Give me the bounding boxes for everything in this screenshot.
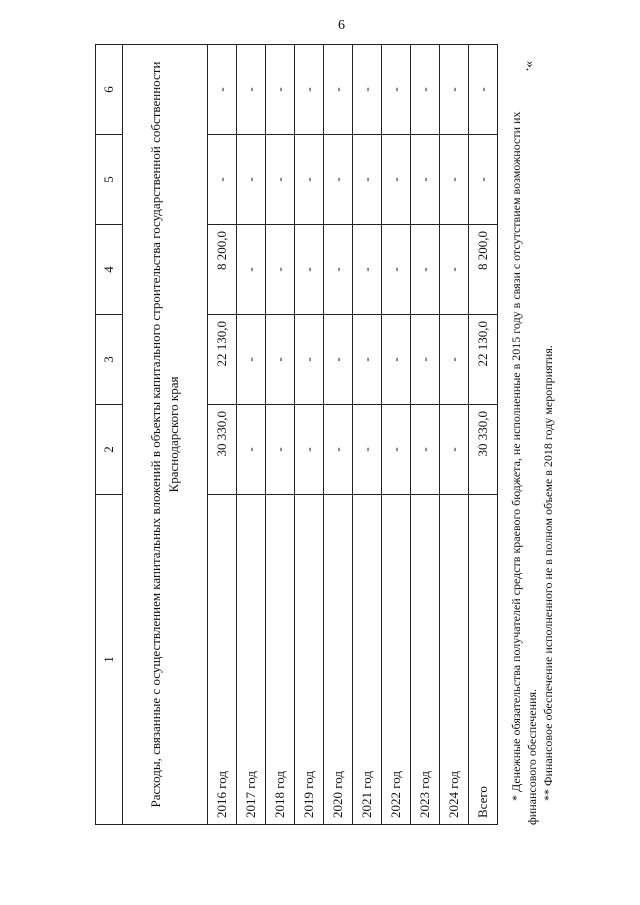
- cell-col6: -: [353, 45, 382, 135]
- cell-col6: -: [382, 45, 411, 135]
- section-title: Расходы, связанные с осуществлением капитальных вложений в объекты капитального строительства государственной собственности Краснодарского края: [123, 45, 208, 825]
- cell-total: -: [237, 405, 266, 495]
- closing-quote-mark: ».: [522, 60, 538, 72]
- table-row: [440, 45, 469, 825]
- column-number-row: [96, 45, 123, 825]
- cell-col6: -: [440, 45, 469, 135]
- cell-col6: -: [208, 45, 237, 135]
- cell-col4: -: [353, 225, 382, 315]
- cell-total: 30 330,0: [208, 405, 237, 495]
- table-row: [208, 45, 237, 825]
- column-number: 3: [96, 315, 123, 405]
- row-label: 2020 год: [324, 495, 353, 825]
- table-row: [411, 45, 440, 825]
- cell-col5: -: [382, 135, 411, 225]
- rotated-table-block: [95, 45, 555, 825]
- cell-col4: -: [266, 225, 295, 315]
- cell-col6: -: [266, 45, 295, 135]
- footnotes: [508, 45, 556, 825]
- cell-col6: -: [411, 45, 440, 135]
- cell-total: -: [411, 405, 440, 495]
- row-label: 2024 год: [440, 495, 469, 825]
- row-label: 2022 год: [382, 495, 411, 825]
- row-label: Всего: [469, 495, 498, 825]
- cell-col4: 8 200,0: [208, 225, 237, 315]
- row-label: 2016 год: [208, 495, 237, 825]
- cell-total: -: [440, 405, 469, 495]
- table-row: [295, 45, 324, 825]
- table-row-total: [469, 45, 498, 825]
- row-label: 2021 год: [353, 495, 382, 825]
- cell-col3: -: [266, 315, 295, 405]
- cell-col5: -: [353, 135, 382, 225]
- cell-col3: 22 130,0: [208, 315, 237, 405]
- cell-col5: -: [469, 135, 498, 225]
- cell-col4: -: [440, 225, 469, 315]
- footnote-1: * Денежные обязательства получателей средств краевого бюджета, не исполненные в 2015 году в связи с отсутствием возможности их финансового обеспечения.: [509, 111, 539, 825]
- cell-col4: 8 200,0: [469, 225, 498, 315]
- cell-col4: -: [324, 225, 353, 315]
- cell-total: -: [353, 405, 382, 495]
- cell-col5: -: [266, 135, 295, 225]
- cell-col3: -: [324, 315, 353, 405]
- cell-total: -: [266, 405, 295, 495]
- cell-total: -: [295, 405, 324, 495]
- table-row: [266, 45, 295, 825]
- cell-col3: -: [382, 315, 411, 405]
- table-row: [237, 45, 266, 825]
- table-row: [382, 45, 411, 825]
- column-number: 6: [96, 45, 123, 135]
- cell-col5: -: [440, 135, 469, 225]
- cell-col3: -: [353, 315, 382, 405]
- column-number: 2: [96, 405, 123, 495]
- expenses-table: [95, 44, 498, 825]
- cell-col6: -: [237, 45, 266, 135]
- row-label: 2023 год: [411, 495, 440, 825]
- table-row: [324, 45, 353, 825]
- cell-col4: -: [382, 225, 411, 315]
- cell-col3: -: [237, 315, 266, 405]
- column-number: 5: [96, 135, 123, 225]
- cell-total: -: [382, 405, 411, 495]
- column-number: 1: [96, 495, 123, 825]
- cell-col3: -: [440, 315, 469, 405]
- section-title-row: [123, 45, 208, 825]
- row-label: 2018 год: [266, 495, 295, 825]
- cell-col5: -: [324, 135, 353, 225]
- cell-col5: -: [295, 135, 324, 225]
- table-row: [353, 45, 382, 825]
- cell-col6: -: [295, 45, 324, 135]
- footnote-2: ** Финансовое обеспечение исполненного не в полном объеме в 2018 году мероприятия.: [541, 345, 555, 801]
- column-number: 4: [96, 225, 123, 315]
- page-number: 6: [338, 18, 345, 33]
- cell-col4: -: [411, 225, 440, 315]
- cell-col3: 22 130,0: [469, 315, 498, 405]
- cell-col4: -: [295, 225, 324, 315]
- cell-col3: -: [411, 315, 440, 405]
- cell-col6: -: [469, 45, 498, 135]
- cell-col5: -: [411, 135, 440, 225]
- cell-col5: -: [208, 135, 237, 225]
- cell-col3: -: [295, 315, 324, 405]
- cell-total: -: [324, 405, 353, 495]
- row-label: 2019 год: [295, 495, 324, 825]
- cell-total: 30 330,0: [469, 405, 498, 495]
- row-label: 2017 год: [237, 495, 266, 825]
- cell-col5: -: [237, 135, 266, 225]
- cell-col4: -: [237, 225, 266, 315]
- cell-col6: -: [324, 45, 353, 135]
